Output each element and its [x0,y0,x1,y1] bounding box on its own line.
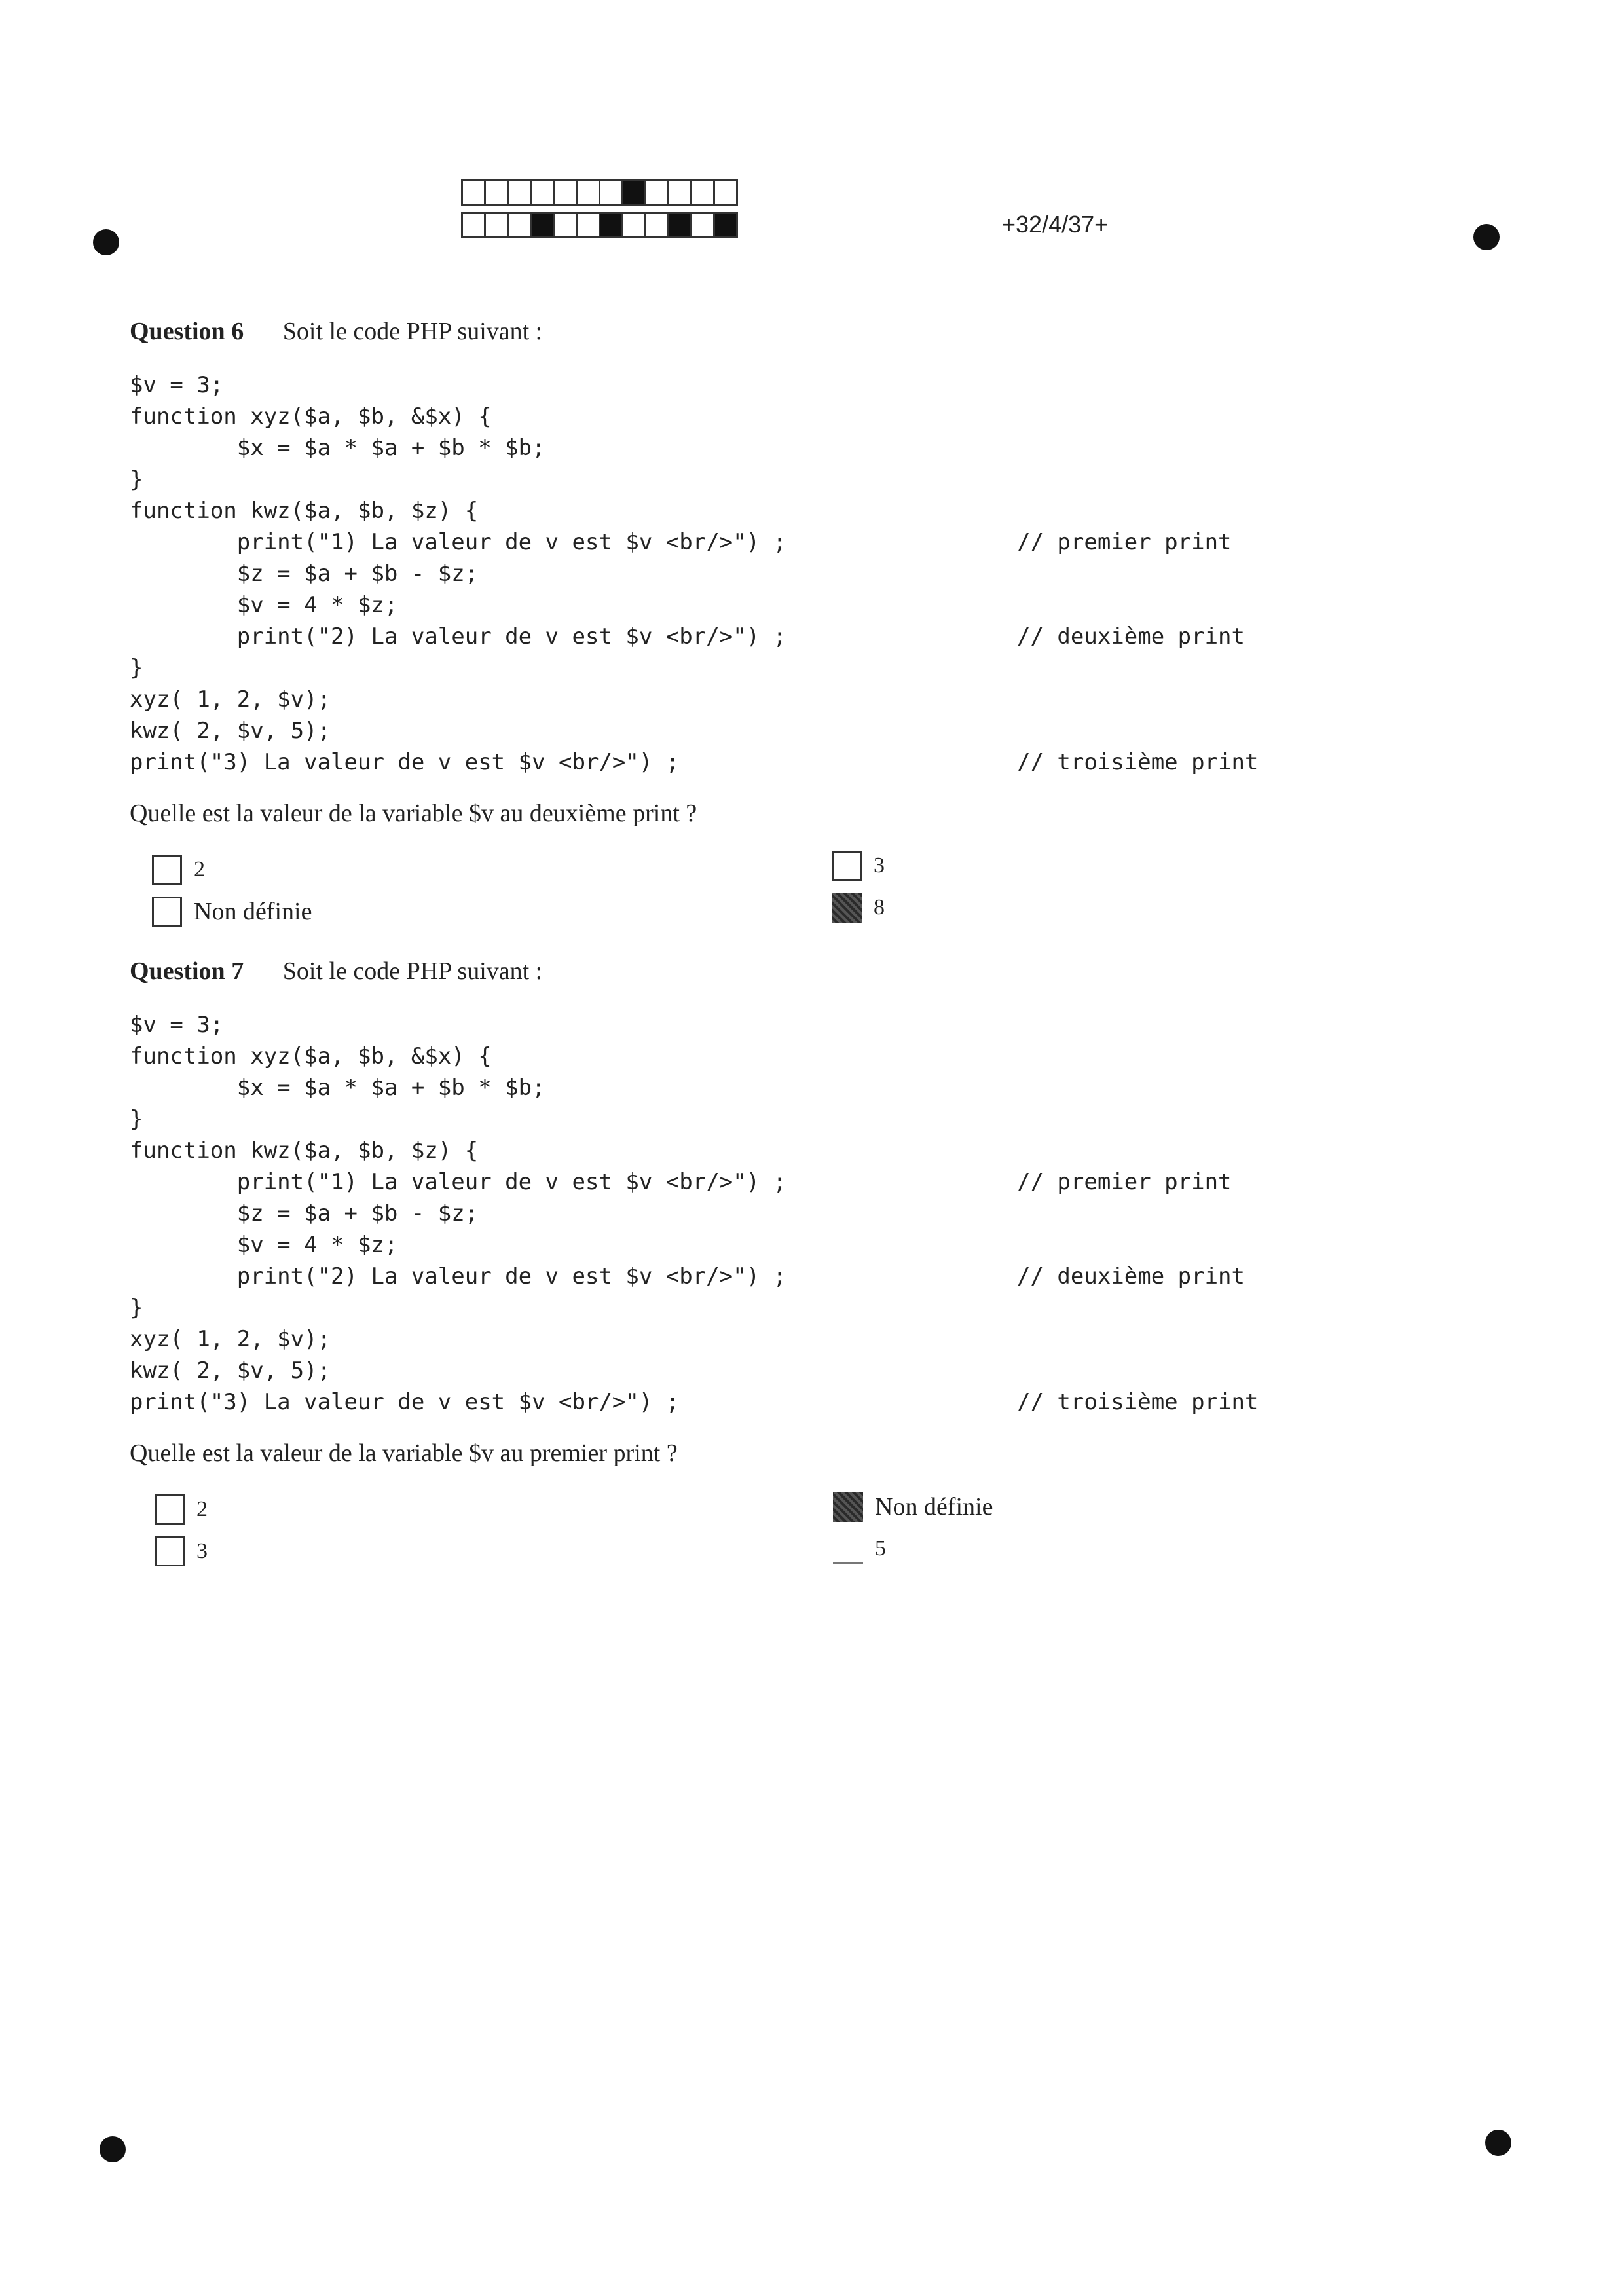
code-cell-empty [553,212,578,238]
answer-option[interactable] [152,893,312,930]
code-text: xyz( 1, 2, $v); [130,686,331,713]
code-cell-empty [461,212,486,238]
code-text: $x = $a * $a + $b * $b; [130,1075,545,1101]
code-line [130,1229,1374,1261]
code-cell-empty [484,212,509,238]
code-text: $v = 4 * $z; [130,592,398,618]
code-cell-empty [667,179,692,206]
code-line [130,1292,1374,1324]
code-cell-empty [690,212,715,238]
answer-list [130,1491,1374,1583]
code-cell-empty [530,179,555,206]
code-text: $v = 3; [130,1012,224,1038]
question-6 [130,313,1374,943]
code-cell-empty [553,179,578,206]
answer-checkbox[interactable] [155,1536,185,1566]
code-line [130,401,1374,432]
code-text: $z = $a + $b - $z; [130,1200,479,1227]
code-block [130,369,1374,778]
code-text: function kwz($a, $b, $z) { [130,1138,479,1164]
code-comment: // deuxième print [1017,623,1245,650]
answer-label: 2 [194,857,205,881]
code-line [130,1041,1374,1072]
question-intro: Soit le code PHP suivant : [282,957,543,985]
code-text: function kwz($a, $b, $z) { [130,498,479,524]
code-line [130,589,1374,621]
code-text: } [130,1106,143,1132]
code-line [130,1166,1374,1198]
code-line [130,1355,1374,1386]
registration-marker-top-left [93,229,119,255]
code-cell-filled [599,212,623,238]
registration-marker-bottom-left [100,2136,126,2162]
answer-option[interactable] [832,889,885,926]
answer-checkbox[interactable] [833,1492,863,1522]
code-text: print("1) La valeur de v est $v <br/>") ; [130,529,787,555]
answer-option[interactable] [833,1489,993,1525]
question-7 [130,953,1374,1583]
code-cell-empty [599,179,623,206]
code-line [130,432,1374,464]
code-cell-filled [667,212,692,238]
answer-option[interactable] [155,1533,208,1570]
code-cell-empty [461,179,486,206]
code-line [130,558,1374,589]
answer-label: 2 [196,1497,208,1521]
answer-checkbox[interactable] [832,893,862,923]
registration-marker-top-right [1473,224,1500,250]
answer-label: Non définie [875,1493,993,1521]
code-text: print("2) La valeur de v est $v <br/>") ; [130,623,787,650]
code-line [130,1009,1374,1041]
answer-option[interactable] [833,1530,886,1567]
code-comment: // premier print [1017,529,1232,555]
code-cell-empty [576,179,600,206]
answer-option[interactable] [152,851,205,888]
code-comment: // premier print [1017,1169,1232,1195]
code-line [130,747,1374,778]
code-text: kwz( 2, $v, 5); [130,1358,331,1384]
code-line [130,1386,1374,1418]
code-text: function xyz($a, $b, &$x) { [130,403,492,430]
code-cell-filled [621,179,646,206]
question-prompt: Quelle est la valeur de la variable $v au deuxième print ? [130,800,697,827]
code-cell-empty [690,179,715,206]
binary-code-row-1 [461,179,736,206]
binary-code-row-2 [461,212,736,238]
code-comment: // troisième print [1017,1389,1259,1415]
code-text: print("3) La valeur de v est $v <br/>") ; [130,749,680,775]
question-prompt: Quelle est la valeur de la variable $v au premier print ? [130,1439,678,1467]
code-text: print("3) La valeur de v est $v <br/>") ; [130,1389,680,1415]
answer-label: 8 [874,895,885,919]
code-text: print("1) La valeur de v est $v <br/>") ; [130,1169,787,1195]
code-cell-empty [713,179,738,206]
answer-checkbox[interactable] [833,1551,863,1564]
code-cell-empty [484,179,509,206]
code-line [130,1072,1374,1103]
code-cell-filled [530,212,555,238]
code-text: $v = 4 * $z; [130,1232,398,1258]
code-line [130,684,1374,715]
code-text: $x = $a * $a + $b * $b; [130,435,545,461]
code-cell-empty [576,212,600,238]
code-line [130,1324,1374,1355]
answer-label: 3 [874,853,885,878]
answer-checkbox[interactable] [155,1494,185,1525]
code-line [130,1135,1374,1166]
answer-label: Non définie [194,898,312,925]
code-line [130,621,1374,652]
code-comment: // deuxième print [1017,1263,1245,1289]
code-cell-empty [644,179,669,206]
answer-label: 5 [875,1536,886,1561]
registration-marker-bottom-right [1485,2130,1511,2156]
code-comment: // troisième print [1017,749,1259,775]
answer-label: 3 [196,1539,208,1563]
code-text: function xyz($a, $b, &$x) { [130,1043,492,1069]
code-line [130,495,1374,527]
code-text: $v = 3; [130,372,224,398]
code-line [130,369,1374,401]
code-text: xyz( 1, 2, $v); [130,1326,331,1352]
code-text: print("2) La valeur de v est $v <br/>") ; [130,1263,787,1289]
answer-list [130,851,1374,943]
question-intro: Soit le code PHP suivant : [282,318,543,345]
page-identifier: +32/4/37+ [1002,211,1109,238]
code-cell-filled [713,212,738,238]
code-cell-empty [507,179,532,206]
code-line [130,464,1374,495]
code-line [130,527,1374,558]
code-text: } [130,655,143,681]
code-line [130,1261,1374,1292]
code-text: } [130,1295,143,1321]
question-title: Question 7 [130,957,244,985]
code-cell-empty [507,212,532,238]
code-text: $z = $a + $b - $z; [130,561,479,587]
code-text: kwz( 2, $v, 5); [130,718,331,744]
answer-checkbox[interactable] [152,855,182,885]
answer-checkbox[interactable] [832,851,862,881]
code-cell-empty [621,212,646,238]
answer-option[interactable] [832,847,885,884]
answer-checkbox[interactable] [152,897,182,927]
code-block [130,1009,1374,1418]
code-line [130,1198,1374,1229]
code-line [130,652,1374,684]
code-text: } [130,466,143,492]
code-line [130,715,1374,747]
question-title: Question 6 [130,318,244,345]
code-line [130,1103,1374,1135]
code-cell-empty [644,212,669,238]
answer-option[interactable] [155,1491,208,1528]
